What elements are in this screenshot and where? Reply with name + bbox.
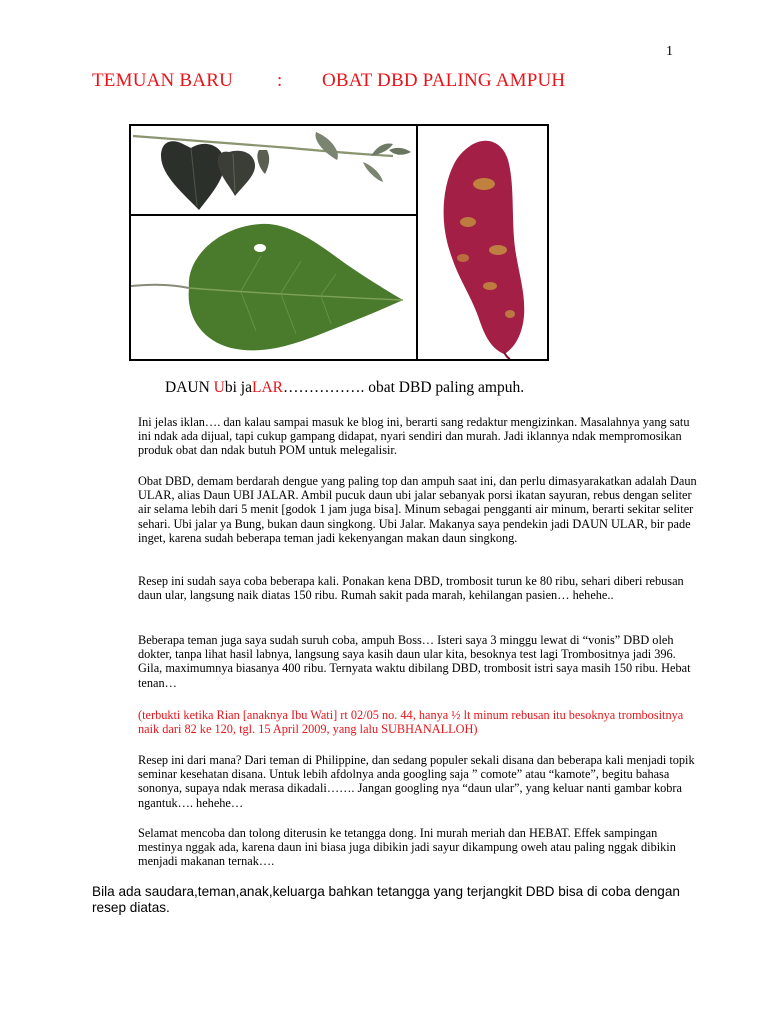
photo-figure xyxy=(129,124,549,361)
caption-highlight: LAR xyxy=(251,379,283,396)
vine-photo xyxy=(131,126,416,214)
caption-part: DAUN xyxy=(165,379,214,396)
title-separator: : xyxy=(277,70,283,91)
paragraph: Selamat mencoba dan tolong diterusin ke tetangga dong. Ini murah meriah dan HEBAT. Effek sampingan mestinya nggak ada, karena daun ini biasa juga dibikin jadi sayur dikampung oweh atau paling nggak dibikin menjadi makanan ternak…. xyxy=(138,826,676,869)
leaf-photo xyxy=(131,216,416,359)
caption-highlight: U xyxy=(213,379,225,396)
title-left: TEMUAN BARU xyxy=(92,70,234,91)
figure-caption xyxy=(165,379,524,397)
paragraph: Obat DBD, demam berdarah dengue yang paling top dan ampuh saat ini, dan perlu dimasyarakatkan adalah Daun ULAR, alias Daun UBI JALAR. Ambil pucuk daun ubi jalar sebanyak porsi ikatan sayuran, rebus dengan seliter air selama lebih dari 5 menit [godok 1 jam juga bisa]. Minum sebagai pengganti air minum, berarti sekitar seliter sehari. Ubi jalar ya Bung, bukan daun singkong. Ubi Jalar. Makanya saya pendekin jadi DAUN ULAR, bir pade inget, karena sudah beberapa teman jadi kekenyangan makan daun singkong. xyxy=(138,474,697,545)
paragraph: Resep ini sudah saya coba beberapa kali. Ponakan kena DBD, trombosit turun ke 80 ribu, sehari diberi rebusan daun ular, langsung naik diatas 150 ribu. Rumah sakit pada marah, kehilangan pasien… hehehe.. xyxy=(138,574,684,603)
title-right: OBAT DBD PALING AMPUH xyxy=(322,70,566,91)
paragraph: Resep ini dari mana? Dari teman di Philippine, dan sedang populer sekali disana dan beberapa kali menjadi topik seminar kesehatan disana. Untuk lebih afdolnya anda googling saja ” comote” atau “kamote”, begitu bahasa sononya, supaya ndak merasa dikadali……. Jangan googling nya “daun ular”, yang keluar nanti gambar kobra ngantuk…. hehehe… xyxy=(138,753,695,810)
paragraph: Ini jelas iklan…. dan kalau sampai masuk ke blog ini, berarti sang redaktur mengizinkan. Masalahnya yang satu ini ndak ada dijual, tapi cukup gampang didapat, nyari sendiri dan murah. Jadi iklannya ndak mempromosikan produk obat dan ndak butuh POM untuk melegalisir. xyxy=(138,415,690,458)
paragraph: Beberapa teman juga saya sudah suruh coba, ampuh Boss… Isteri saya 3 minggu lewat di “vonis” DBD oleh dokter, tanpa lihat hasil labnya, langsung saya kasih daun ular kita, besoknya test lagi Trombositnya jadi 396. Gila, maximumnya biasanya 400 ribu. Ternyata waktu dibilang DBD, trombosit istri saya masih 150 ribu. Hebat tenan… xyxy=(138,633,691,690)
caption-part: ……………. obat DBD paling ampuh. xyxy=(282,379,525,396)
footer-text: Bila ada saudara,teman,anak,keluarga bahkan tetangga yang terjangkit DBD bisa di coba dengan resep diatas. xyxy=(92,884,680,915)
sweet-potato-photo xyxy=(418,126,547,359)
page-number: 1 xyxy=(666,44,673,59)
caption-part: bi ja xyxy=(224,379,252,396)
highlight-paragraph: (terbukti ketika Rian [anaknya Ibu Wati] rt 02/05 no. 44, hanya ½ lt minum rebusan itu besoknya trombositnya naik dari 82 ke 120, tgl. 15 April 2009, yang lalu SUBHANALLOH) xyxy=(138,708,684,737)
